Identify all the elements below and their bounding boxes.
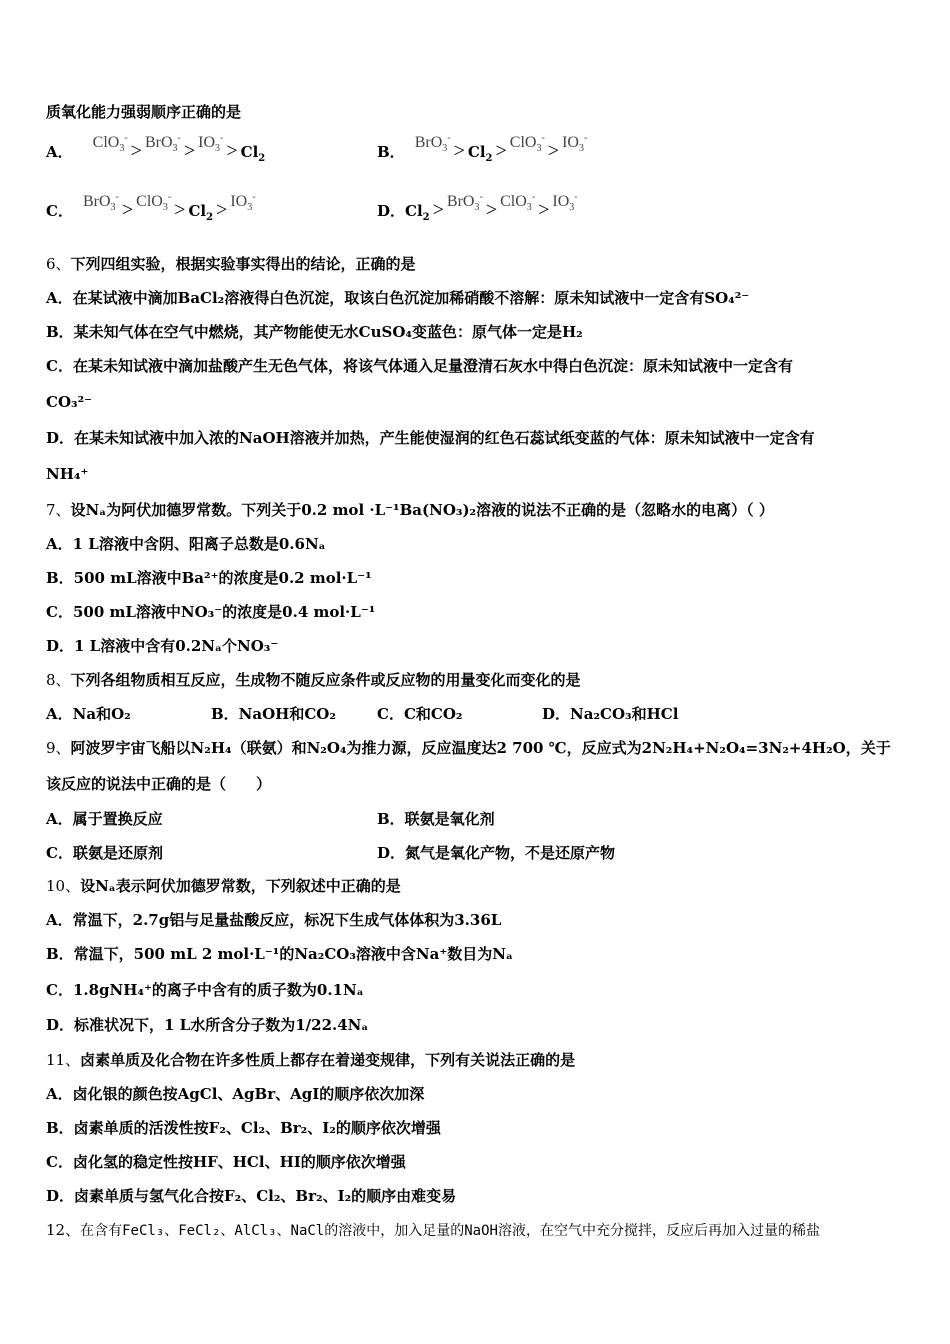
q8-option-b: B．NaOH和CO₂ xyxy=(211,705,336,723)
q7-stem: 7、设Nₐ为阿伏加德罗常数。下列关于0.2 mol ·L⁻¹Ba(NO₃)₂溶液的说法不正确的是（忽略水的电离）（ ） xyxy=(46,501,774,519)
q6-option-c: C．在某未知试液中滴加盐酸产生无色气体，将该气体通入足量澄清石灰水中得白色沉淀：原未知试液中一定含有 xyxy=(46,357,793,375)
q8-options xyxy=(46,703,916,727)
q5-option-c: C．$BrO_3^-> ClO_3^-> Cl_2 > IO_3^-$ xyxy=(46,191,256,223)
q9-option-c: C．联氨是还原剂 xyxy=(46,844,163,862)
q5-options-row-2 xyxy=(46,191,916,233)
q7-option-c: C．500 mL溶液中NO₃⁻的浓度是0.4 mol·L⁻¹ xyxy=(46,603,376,621)
q7-option-b: B．500 mL溶液中Ba²⁺的浓度是0.2 mol·L⁻¹ xyxy=(46,569,372,587)
q5-option-d: D．$Cl_2 > BrO_3^-> ClO_3^-> IO_3^-$ xyxy=(377,191,578,223)
q6-option-b: B．某未知气体在空气中燃烧，其产物能使无水CuSO₄变蓝色：原气体一定是H₂ xyxy=(46,323,583,341)
q8-option-c: C．C和CO₂ xyxy=(377,705,463,723)
q5-option-b: B．$BrO_3^-> Cl_2 > ClO_3^-> IO_3^-$ xyxy=(377,132,588,164)
q6-option-d-cont: NH₄⁺ xyxy=(46,465,89,483)
q9-stem: 9、阿波罗宇宙飞船以N₂H₄（联氨）和N₂O₄为推力源，反应温度达2 700 ℃，反应式为2N₂H₄+N₂O₄=3N₂+4H₂O，关于 xyxy=(46,739,891,757)
q11-option-c: C．卤化氢的稳定性按HF、HCl、HI的顺序依次增强 xyxy=(46,1153,406,1171)
q9-options-row-1 xyxy=(46,808,916,832)
q5-stem-tail: 质氧化能力强弱顺序正确的是 xyxy=(46,103,242,121)
q8-stem: 8、下列各组物质相互反应，生成物不随反应条件或反应物的用量变化而变化的是 xyxy=(46,671,581,689)
q10-option-a: A．常温下，2.7g铝与足量盐酸反应，标况下生成气体体积为3.36L xyxy=(46,911,502,929)
q8-option-a: A．Na和O₂ xyxy=(46,705,131,723)
q11-stem: 11、卤素单质及化合物在许多性质上都存在着递变规律，下列有关说法正确的是 xyxy=(46,1051,576,1069)
q6-option-a: A．在某试液中滴加BaCl₂溶液得白色沉淀，取该白色沉淀加稀硝酸不溶解：原未知试液中一定含有SO₄²⁻ xyxy=(46,289,750,307)
q11-option-d: D．卤素单质与氢气化合按F₂、Cl₂、Br₂、I₂的顺序由难变易 xyxy=(46,1187,457,1205)
q5-options-row-1 xyxy=(46,132,916,174)
q8-option-d: D．Na₂CO₃和HCl xyxy=(542,705,679,723)
q6-option-c-cont: CO₃²⁻ xyxy=(46,393,93,411)
q11-option-b: B．卤素单质的活泼性按F₂、Cl₂、Br₂、I₂的顺序依次增强 xyxy=(46,1119,441,1137)
q11-option-a: A．卤化银的颜色按AgCl、AgBr、AgI的顺序依次加深 xyxy=(46,1085,425,1103)
q10-option-d: D．标准状况下，1 L水所含分子数为1/22.4Nₐ xyxy=(46,1016,369,1034)
q10-stem: 10、设Nₐ表示阿伏加德罗常数，下列叙述中正确的是 xyxy=(46,877,401,895)
q7-option-a: A．1 L溶液中含阴、阳离子总数是0.6Nₐ xyxy=(46,535,326,553)
q6-option-d: D．在某未知试液中加入浓的NaOH溶液并加热，产生能使湿润的红色石蕊试纸变蓝的气体：原未知试液中一定含有 xyxy=(46,429,815,447)
q9-option-b: B．联氨是氧化剂 xyxy=(377,810,495,828)
q9-option-d: D．氮气是氧化产物，不是还原产物 xyxy=(377,844,616,862)
q12-stem: 12、在含有FeCl₃、FeCl₂、AlCl₃、NaCl的溶液中，加入足量的NaOH溶液，在空气中充分搅拌，反应后再加入过量的稀盐 xyxy=(46,1221,820,1239)
q9-stem-cont: 该反应的说法中正确的是（ ） xyxy=(46,775,272,793)
q7-option-d: D．1 L溶液中含有0.2Nₐ个NO₃⁻ xyxy=(46,637,279,655)
q10-option-b: B．常温下，500 mL 2 mol·L⁻¹的Na₂CO₃溶液中含Na⁺数目为Nₐ xyxy=(46,945,513,963)
q5-option-a: A．$ClO_3^-> BrO_3^-> IO_3^-> Cl_2$ xyxy=(46,132,266,164)
q6-stem: 6、下列四组实验，根据实验事实得出的结论，正确的是 xyxy=(46,255,416,273)
q9-options-row-2 xyxy=(46,842,916,866)
q10-option-c: C．1.8gNH₄⁺的离子中含有的质子数为0.1Nₐ xyxy=(46,981,364,999)
q9-option-a: A．属于置换反应 xyxy=(46,810,163,828)
